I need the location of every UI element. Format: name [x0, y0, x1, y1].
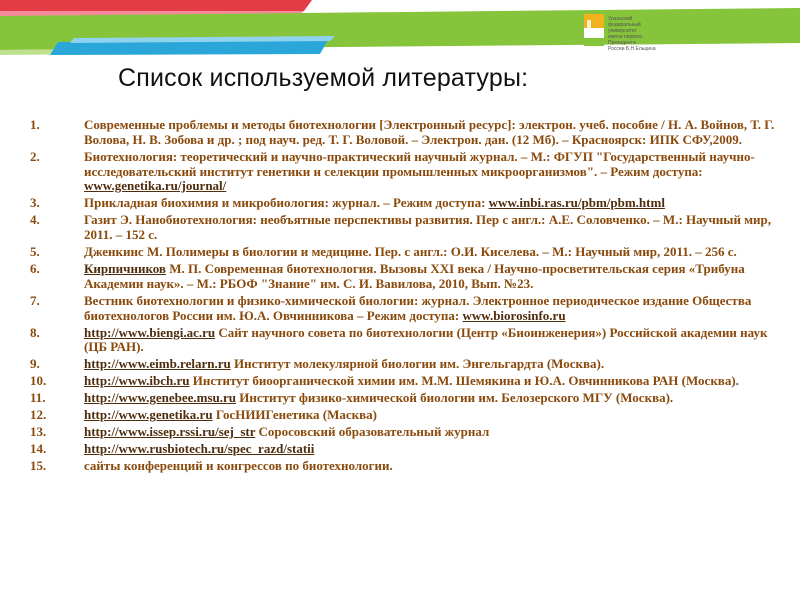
reference-link[interactable]: http://www.ibch.ru [84, 373, 190, 389]
reference-text: Дженкинс М. Полимеры в биологии и медицине. Пер. с англ.: О.И. Киселева. – М.: Научный мир, 2011. – 256 с. [84, 244, 737, 260]
logo-line: России Б.Н.Ельцина [608, 46, 656, 52]
reference-text: М. П. Современная биотехнология. Вызовы XXI века / Научно-просветительская серия «Трибуна Академии наук». – М.: РБОФ "Знание" им. С. И. Вавилова, 2010, Вып. №23. [84, 261, 745, 291]
reference-text: Институт биоорганической химии им. М.М. Шемякина и Ю.А. Овчинникова РАН (Москва). [189, 373, 739, 389]
reference-text: Институт физико-химической биологии им. Белозерского МГУ (Москва). [236, 390, 674, 406]
university-logo [584, 14, 664, 50]
reference-text: ГосНИИГенетика (Масква) [212, 407, 377, 423]
reference-number: 9. [30, 356, 40, 372]
reference-item [30, 442, 780, 457]
reference-item [30, 357, 780, 372]
reference-number: 13. [30, 424, 47, 440]
reference-item [30, 425, 780, 440]
reference-text: Соросовский образовательный журнал [255, 424, 490, 440]
reference-item [30, 459, 780, 474]
reference-number: 11. [30, 390, 46, 406]
reference-number: 10. [30, 373, 47, 389]
reference-text: сайты конференций и конгрессов по биотехнологии. [84, 458, 393, 474]
reference-text: Современные проблемы и методы биотехнологии [Электронный ресурс]: электрон. учеб. пособие / Н. А. Войнов, Т. Г. Волова, Н. В. Зобова и др. ; под науч. ред. Т. Г. Воловой. – Электрон. дан. (12 Мб). – Красноярск: ИПК СФУ,2009. [84, 117, 775, 147]
reference-item [30, 391, 780, 406]
logo-line: имени первого Президента [608, 34, 643, 46]
reference-item [30, 326, 780, 356]
logo-text [608, 16, 662, 52]
reference-number: 1. [30, 117, 40, 132]
reference-number: 5. [30, 244, 40, 260]
reference-item [30, 262, 780, 292]
reference-item [30, 213, 780, 243]
reference-list [30, 118, 780, 476]
reference-link[interactable]: http://www.genetika.ru [84, 407, 213, 423]
reference-item [30, 245, 780, 260]
reference-number: 8. [30, 324, 40, 340]
reference-number: 6. [30, 261, 40, 277]
reference-item [30, 408, 780, 423]
reference-link[interactable]: http://www.eimb.relarn.ru [84, 356, 231, 372]
reference-link[interactable]: www.genetika.ru/journal/ [84, 178, 227, 194]
reference-number: 4. [30, 212, 40, 228]
reference-text: Сайт научного совета по биотехнологии (Центр «Биоинженерия») Российской академии наук (ЦБ РАН). [84, 324, 768, 355]
reference-link[interactable]: http://www.issep.rssi.ru/sej_str [84, 424, 256, 440]
reference-item [30, 374, 780, 389]
reference-link[interactable]: http://www.genebee.msu.ru [84, 390, 237, 406]
reference-number: 3. [30, 195, 40, 211]
logo-line: Уральский [608, 16, 633, 22]
red-band [0, 0, 312, 11]
logo-line: федеральный [608, 22, 641, 28]
reference-text: Институт молекулярной биологии им. Энгельгардта (Москва). [230, 356, 605, 372]
logo-line: университет [608, 28, 637, 34]
reference-number: 15. [30, 458, 47, 474]
reference-text: Прикладная биохимия и микробиология: журнал. – Режим доступа: [84, 195, 489, 211]
header-decoration [0, 0, 800, 60]
reference-link[interactable]: http://www.rusbiotech.ru/spec_razd/statii [84, 441, 315, 457]
reference-item [30, 118, 780, 148]
reference-number: 7. [30, 292, 40, 308]
reference-link[interactable]: www.inbi.ras.ru/pbm/pbm.html [488, 195, 665, 211]
reference-item [30, 196, 780, 211]
reference-text: Газит Э. Нанобиотехнология: необъятные перспективы развития. Пер с англ.: А.Е. Соловченко. – М.: Научный мир, 2011. – 152 с. [84, 212, 772, 243]
reference-text: Биотехнология: теоретический и научно-практический научный журнал. – М.: ФГУП "Государственный научно-исследовательский институт генетики и селекции промышленных микроорганизмов". – Режим доступа: [84, 148, 755, 179]
reference-link[interactable]: www.biorosinfo.ru [462, 307, 566, 323]
reference-number: 2. [30, 148, 40, 164]
reference-item [30, 294, 780, 324]
logo-mark-icon [584, 14, 604, 46]
slide-title: Список используемой литературы: [118, 64, 529, 92]
reference-link[interactable]: http://www.biengi.ac.ru [84, 324, 216, 340]
reference-link[interactable]: Кирпичников [84, 261, 166, 277]
reference-number: 12. [30, 407, 47, 423]
reference-item [30, 150, 780, 194]
reference-text: Вестник биотехнологии и физико-химической биологии: журнал. Электронное периодическое издание Общества биотехнологов России им. Ю.А. Овчинникова – Режим доступа: [84, 292, 752, 323]
reference-number: 14. [30, 441, 47, 457]
